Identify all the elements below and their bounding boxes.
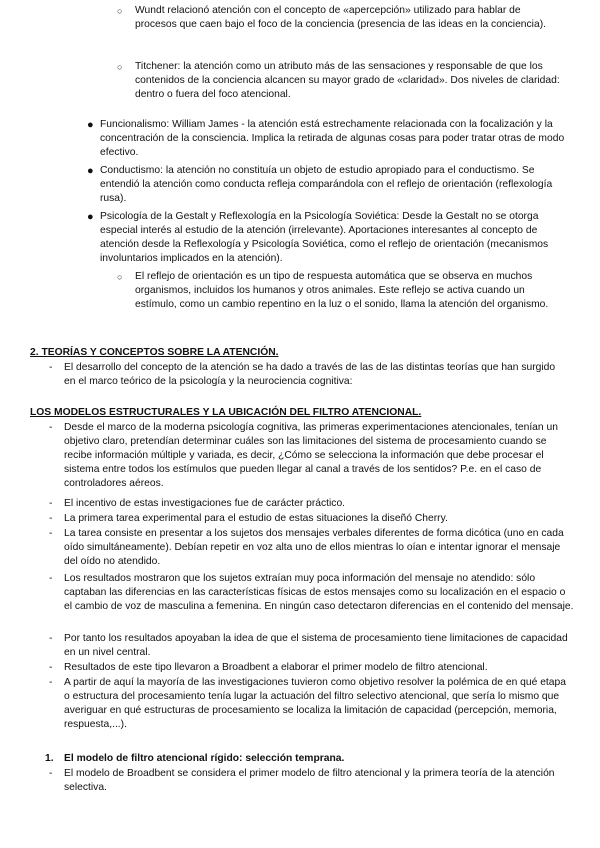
dash-text: Desde el marco de la moderna psicología cognitiva, las primeras experimentaciones atencionales, tenían un objetivo claro, pretendían determinar cuáles son las limitaciones del sistema de procesamiento cuando se recibe información múltiple y variada, es decir, ¿Cómo se selecciona la información que debe procesar el sistema entre todos los estímulos que pueden llegar al canal a través de los sentidos? P.e. en el caso de controladores aéreos. <box>64 422 558 490</box>
dash-marker: - <box>49 513 53 524</box>
dash-text: El desarrollo del concepto de la atención se ha dado a través de las de las distintas teorías que han surgido en el marco teórico de la psicología y la neurociencia cognitiva: <box>64 362 556 388</box>
dash-marker: - <box>49 768 53 779</box>
dash-text: La tarea consiste en presentar a los sujetos dos mensajes verbales diferentes de forma dicótica (uno en cada oído simultáneamente). Debían repetir en voz alta uno de ellos mientras lo oían e intentar ignorar el mensaje del oído no atendido. <box>64 528 564 568</box>
dash-marker: - <box>49 662 53 673</box>
section-2-heading: 2. TEORÍAS Y CONCEPTOS SOBRE LA ATENCIÓN. <box>30 347 279 358</box>
dash-marker: - <box>49 633 53 644</box>
dash-text: Los resultados mostraron que los sujetos extraían muy poca información del mensaje no atendido: sólo captaban las diferencias en las características físicas de estos mensajes como su localización en el espacio o el cambio de voz de masculina a femenina. En ningún caso detectaron diferencias en el contenido del mensaje. <box>64 573 574 613</box>
subsection-number: 1. <box>45 753 54 764</box>
sub-item-text: Wundt relacionó atención con el concepto de «apercepción» utilizado para hablar de procesos que caen bajo el foco de la conciencia (presencia de las ideas en la conciencia). <box>135 5 546 31</box>
dash-text: El incentivo de estas investigaciones fue de carácter práctico. <box>64 498 346 509</box>
sub-item-text: El reflejo de orientación es un tipo de respuesta automática que se observa en muchos organismos, incluidos los humanos y otros animales. Este reflejo se activa cuando un estímulo, como un cambio repentino en la luz o el sonido, llama la atención del organismo. <box>135 271 549 311</box>
sub-item-text: Titchener: la atención como un atributo más de las sensaciones y responsable de que los contenidos de la conciencia alcancen su mayor grado de «claridad». Dos niveles de claridad: dentro o fuera del foco atencional. <box>135 61 560 101</box>
models-heading: LOS MODELOS ESTRUCTURALES Y LA UBICACIÓN DEL FILTRO ATENCIONAL. <box>30 407 422 418</box>
circle-bullet-icon: ○ <box>117 62 123 72</box>
circle-bullet-icon: ○ <box>117 272 123 282</box>
dash-marker: - <box>49 362 53 373</box>
dash-marker: - <box>49 573 53 584</box>
subsection-title: El modelo de filtro atencional rígido: selección temprana. <box>64 753 345 764</box>
filled-bullet-icon: ● <box>87 119 94 131</box>
bullet-text: Psicología de la Gestalt y Reflexología en la Psicología Soviética: Desde la Gestalt no se otorga especial interés al estudio de la atención (irrelevante). Aportaciones interesantes al concepto de atención desde la Reflexología y Psicología Soviética, como el reflejo de orientación (mecanismos involuntarios implicados en la atención). <box>100 211 549 265</box>
bullet-text: Funcionalismo: William James - la atención está estrechamente relacionada con la focalización y la concentración de la consciencia. Implica la retirada de algunas cosas para poder tratar otras de modo efectivo. <box>100 119 565 159</box>
bullet-text: Conductismo: la atención no constituía un objeto de estudio apropiado para el conductismo. Se entendió la atención como conducta refleja comparándola con el reflejo de orientación (reflexología rusa). <box>100 165 553 205</box>
circle-bullet-icon: ○ <box>117 6 123 16</box>
filled-bullet-icon: ● <box>87 165 94 177</box>
dash-marker: - <box>49 422 53 433</box>
dash-text: Por tanto los resultados apoyaban la idea de que el sistema de procesamiento tiene limitaciones de capacidad en un nivel central. <box>64 633 568 659</box>
dash-text: La primera tarea experimental para el estudio de estas situaciones la diseñó Cherry. <box>64 513 448 524</box>
dash-text: A partir de aquí la mayoría de las investigaciones tuvieron como objetivo resolver la polémica de en qué etapa o estructura del procesamiento tenía lugar la actuación del filtro selectivo atencional, que sería lo mismo que averiguar en qué estructuras de procesamiento se localiza la limitación de capacidad (percepción, memoria, respuesta,...). <box>64 677 566 731</box>
filled-bullet-icon: ● <box>87 211 94 223</box>
dash-text: El modelo de Broadbent se considera el primer modelo de filtro atencional y la primera teoría de la atención selectiva. <box>64 768 555 794</box>
dash-marker: - <box>49 528 53 539</box>
dash-text: Resultados de este tipo llevaron a Broadbent a elaborar el primer modelo de filtro atencional. <box>64 662 488 673</box>
dash-marker: - <box>49 498 53 509</box>
dash-marker: - <box>49 677 53 688</box>
